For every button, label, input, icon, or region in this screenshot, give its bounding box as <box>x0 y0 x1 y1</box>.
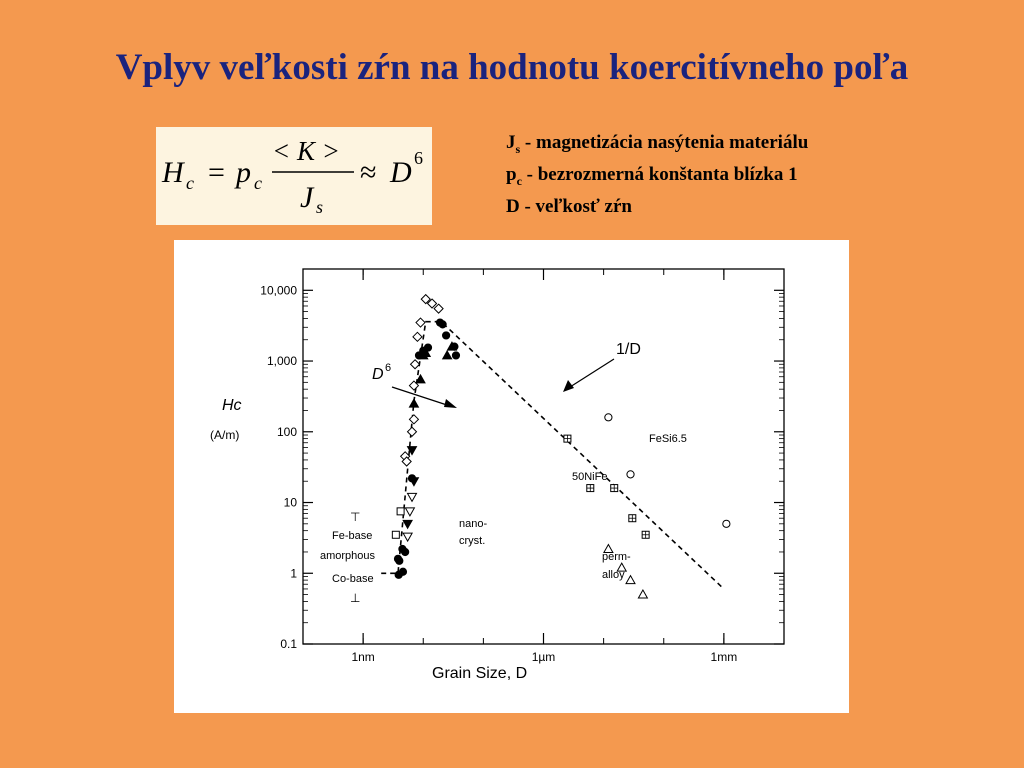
x-tick-label: 1µm <box>531 650 556 664</box>
legend-item-d: D - veľkosť zŕn <box>506 195 632 217</box>
trend-line <box>381 322 724 589</box>
formula-pc-sub: c <box>254 173 262 193</box>
data-point-circle-open <box>723 520 730 527</box>
y-tick-label: 10 <box>283 495 297 510</box>
data-point-square-crossed <box>611 485 618 492</box>
x-tick-label: 1mm <box>710 650 738 664</box>
data-point-triangle-down-open <box>403 533 412 541</box>
data-point-circle-filled <box>396 557 403 564</box>
annotation-nano: nano- <box>459 518 488 530</box>
formula-hc: H <box>162 156 184 189</box>
data-point-circle-open <box>605 414 612 421</box>
y-tick-label: 100 <box>276 424 297 439</box>
formula-box <box>156 127 432 225</box>
y-tick-label: 0.1 <box>280 637 297 651</box>
slide-title: Vplyv veľkosti zŕn na hodnotu koercitívneho poľa <box>115 47 909 88</box>
annotation-co-base: Co-base <box>332 573 374 585</box>
data-point-triangle-down-open <box>405 508 414 516</box>
annotation-d6-arrow <box>392 387 450 406</box>
formula-equals: = <box>208 156 225 189</box>
data-point-square-crossed <box>642 531 649 538</box>
plot-frame <box>303 269 784 644</box>
formula-d-exp: 6 <box>414 148 423 168</box>
annotation-amorphous: amorphous <box>320 550 376 562</box>
annotation-top-bracket: ⊤ <box>350 510 361 524</box>
formula-svg <box>156 127 432 225</box>
x-axis-label: Grain Size, D <box>432 665 528 682</box>
annotation-perm: perm- <box>602 551 631 563</box>
data-point-triangle-open <box>638 590 647 598</box>
annotation-inv-d-arrowhead <box>563 380 574 392</box>
data-point-diamond-open <box>413 332 422 341</box>
annotation-inv-d-arrow <box>570 359 614 387</box>
data-point-triangle-filled <box>443 351 452 359</box>
formula-hc-sub: c <box>186 173 194 193</box>
grain-size-chart <box>174 240 849 713</box>
data-point-square-open <box>392 531 399 538</box>
data-point-diamond-open <box>416 318 425 327</box>
formula-d: D <box>390 156 412 189</box>
y-axis-label: Hc <box>222 397 242 414</box>
y-tick-label: 10,000 <box>260 283 297 298</box>
annotation-d6: D <box>372 366 384 383</box>
data-point-triangle-down-filled <box>403 520 412 528</box>
annotation-d6-arrowhead <box>444 399 457 408</box>
data-point-circle-filled <box>402 548 409 555</box>
data-point-square-crossed <box>587 485 594 492</box>
data-point-circle-filled <box>439 321 446 328</box>
data-point-square-open <box>397 508 404 515</box>
annotation-alloy: alloy <box>602 569 625 581</box>
data-point-triangle-down-open <box>408 493 417 501</box>
annotation-bottom-bracket: ⊥ <box>350 591 361 605</box>
data-point-circle-filled <box>443 332 450 339</box>
annotation-cryst: cryst. <box>459 535 486 547</box>
formula-approx: ≈ <box>360 156 377 189</box>
annotation-fe-base: Fe-base <box>332 530 373 542</box>
y-tick-label: 1 <box>290 566 297 581</box>
formula-pc: p <box>236 156 251 189</box>
chart-panel <box>174 240 849 713</box>
data-point-square-crossed <box>564 435 571 442</box>
data-point-square-crossed <box>629 515 636 522</box>
formula-numerator: < K > <box>272 136 340 166</box>
formula-js: J <box>300 181 314 214</box>
data-point-triangle-filled <box>416 375 425 383</box>
data-point-circle-filled <box>399 568 406 575</box>
data-point-triangle-open <box>626 576 635 584</box>
annotation-inv-d: 1/D <box>616 341 641 358</box>
data-point-circle-open <box>627 471 634 478</box>
data-point-diamond-open <box>434 304 443 313</box>
formula-js-sub: s <box>316 197 324 217</box>
y-tick-label: 1,000 <box>266 354 297 369</box>
annotation-nife: 50NiFe <box>572 471 608 483</box>
data-point-diamond-open <box>408 427 417 436</box>
x-tick-label: 1nm <box>351 650 375 664</box>
data-point-circle-filled <box>452 352 459 359</box>
legend-item-pc: $p_c$ - bezrozmerná konštanta blízka 1 <box>506 163 798 188</box>
symbol-legend <box>506 130 808 220</box>
data-point-diamond-open <box>409 415 418 424</box>
y-axis-unit: (A/m) <box>210 428 240 442</box>
data-point-triangle-filled <box>409 399 418 407</box>
annotation-d6-exp: 6 <box>385 362 392 374</box>
data-point-diamond-open <box>411 360 420 369</box>
legend-item-js: $J_s$ - magnetizácia nasýtenia materiálu <box>506 132 809 156</box>
annotation-fesi: FeSi6.5 <box>649 433 687 445</box>
